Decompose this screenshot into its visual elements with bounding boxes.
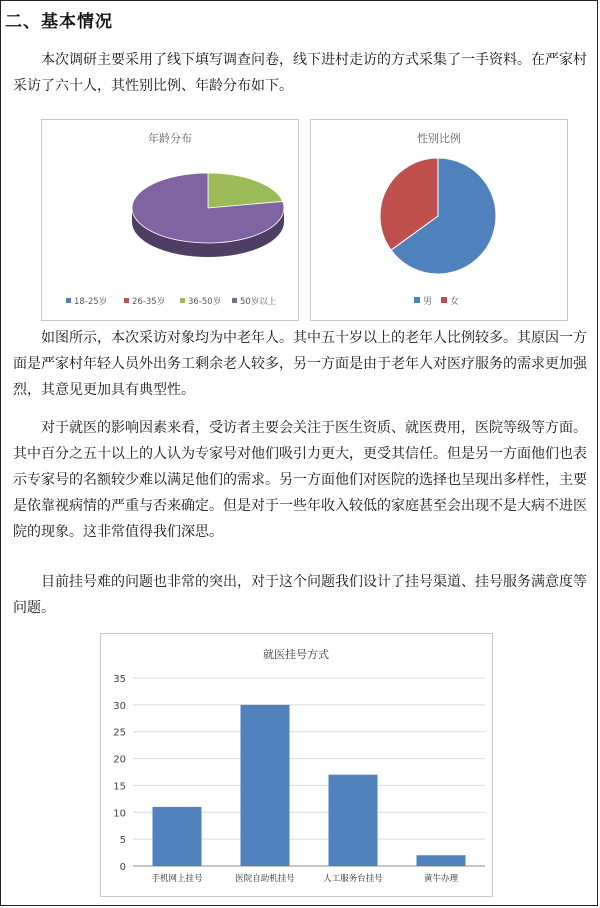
gender-chart-title: 性别比例 (417, 132, 461, 145)
bar-ytick-label-4: 20 (113, 754, 126, 766)
section-heading: 二、基本情况 (5, 12, 113, 32)
gender-legend-label-1: 女 (450, 297, 460, 307)
bar-2 (329, 775, 378, 866)
gender-legend-swatch-1 (441, 297, 447, 303)
gender-pie-chart (311, 120, 567, 320)
bar-ytick-label-0: 0 (119, 862, 126, 873)
bar-ytick-label-7: 35 (113, 674, 126, 685)
paragraph-intro: 本次调研主要采用了线下填写调查问卷，线下进村走访的方式采集了一手资料。在严家村采访了六十人，其性别比例、年龄分布如下。 (13, 52, 587, 94)
age-legend-swatch-0 (66, 298, 71, 303)
age-legend-swatch-2 (180, 298, 185, 303)
bar-ytick-label-3: 15 (113, 781, 126, 793)
age-pie-chart-box (41, 119, 299, 321)
bar-category-label-2: 人工服务台挂号 (323, 874, 383, 884)
age-legend-swatch-3 (232, 298, 237, 303)
bar-ytick-label-6: 30 (113, 700, 126, 712)
age-legend-label-1: 26-35岁 (132, 297, 166, 307)
registration-bar-chart (101, 634, 492, 896)
age-legend-label-0: 18-25岁 (74, 297, 108, 307)
age-legend-swatch-1 (124, 298, 129, 303)
age-legend-label-3: 50岁以上 (240, 297, 277, 307)
bar-ytick-label-5: 25 (113, 727, 126, 739)
bar-category-label-3: 黄牛办理 (423, 874, 459, 884)
bar-1 (241, 705, 290, 866)
bar-3 (417, 855, 466, 866)
age-chart-title: 年龄分布 (148, 132, 192, 145)
bar-ytick-label-1: 5 (119, 835, 126, 847)
age-legend-label-2: 36-50岁 (188, 297, 222, 307)
bar-0 (153, 807, 202, 866)
age-pie-chart (42, 120, 298, 320)
bar-category-label-0: 手机网上挂号 (151, 874, 203, 884)
paragraph-registration: 目前挂号难的问题也非常的突出，对于这个问题我们设计了挂号渠道、挂号服务满意度等问题。 (13, 574, 587, 616)
paragraph-age-analysis: 如图所示，本次采访对象均为中老年人。其中五十岁以上的老年人比例较多。其原因一方面是严家村年轻人员外出务工剩余老人较多，另一方面是由于老年人对医疗服务的需求更加强烈，其意见更加具有典型性。 (13, 330, 587, 398)
bar-category-label-1: 医院自助机挂号 (235, 874, 295, 884)
gender-legend-label-0: 男 (423, 297, 433, 307)
bar-ytick-label-2: 10 (113, 808, 126, 820)
gender-legend-swatch-0 (414, 297, 420, 303)
registration-bar-chart-box (100, 633, 493, 897)
bar-chart-title: 就医挂号方式 (263, 648, 329, 661)
paragraph-factors: 对于就医的影响因素来看，受访者主要会关注于医生资质、就医费用，医院等级等方面。其中百分之五十以上的人认为专家号对他们吸引力更大，更受其信任。但是另一方面他们也表示专家号的名额较少难以满足他们的需求。另一方面他们对医院的选择也呈现出多样性，主要是依靠视病情的严重与否来确定。但是对于一些年收入较低的家庭甚至会出现不是大病不进医院的现象。这非常值得我们深思。 (13, 420, 587, 540)
gender-pie-chart-box (310, 119, 568, 321)
